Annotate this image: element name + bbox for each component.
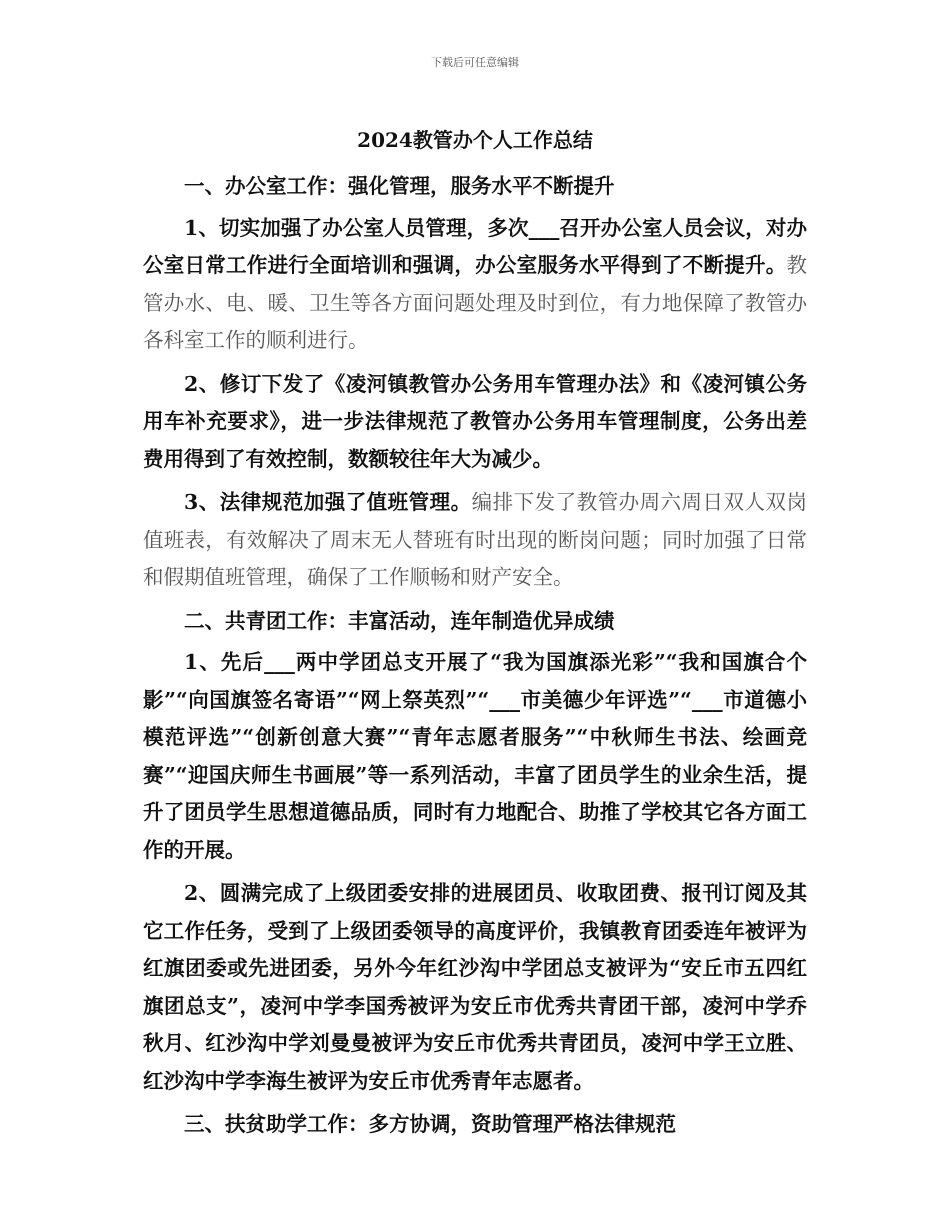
paragraph-office-staff-light: 教管办水、电、暖、卫生等各方面问题处理及时到位，有力地保障了教管办各科室工作的顺利进行。 (143, 253, 807, 352)
paragraph-office-staff-bold: 1、切实加强了办公室人员管理，多次___召开办公室人员会议，对办公室日常工作进行全面培训和强调，办公室服务水平得到了不断提升。 (143, 215, 807, 277)
paragraph-vehicle-rules: 2、修订下发了《凌河镇教管办公务用车管理办法》和《凌河镇公务用车补充要求》，进一步法律规范了教管办公务用车管理制度，公务出差费用得到了有效控制，数额较往年大为减少。 (143, 371, 807, 471)
paragraph-duty-management-bold: 3、法律规范加强了值班管理。 (184, 490, 472, 514)
paragraph-duty-management-light: 编排下发了教管办周六周日双人双岗值班表，有效解决了周末无人替班有时出现的断岗问题；同时加强了日常和假期值班管理，确保了工作顺畅和财产安全。 (143, 490, 808, 589)
header-note: 下载后可任意编辑 (431, 56, 519, 69)
section-heading-youth-league: 二、共青团工作：丰富活动，连年制造优异成绩 (184, 608, 615, 633)
document-title: 2024教管办个人工作总结 (357, 128, 593, 152)
paragraph-office-staff (143, 210, 807, 360)
paragraph-duty-management (143, 484, 807, 597)
section-heading-poverty-aid: 三、扶贫助学工作：多方协调，资助管理严格法律规范 (184, 1112, 676, 1136)
section-heading-office: 一、办公室工作：强化管理，服务水平不断提升 (184, 174, 615, 198)
paragraph-league-awards: 2、圆满完成了上级团委安排的进展团员、收取团费、报刊订阅及其它工作任务，受到了上级团委领导的高度评价，我镇教育团委连年被评为红旗团委或先进团委，另外今年红沙沟中学团总支被评为“安丘市五四红旗团总支”，凌河中学李国秀被评为安丘市优秀共青团干部，凌河中学乔秋月、红沙沟中学刘曼曼被评为安丘市优秀共青团员，凌河中学王立胜、红沙沟中学李海生被评为安丘市优秀青年志愿者。 (143, 881, 807, 1093)
document-body (143, 168, 807, 1148)
paragraph-league-activities: 1、先后___两中学团总支开展了“我为国旗添光彩”“我和国旗合个影”“向国旗签名寄语”“网上祭英烈”“___市美德少年评选”“___市道德小模范评选”“创新创意大赛”“青年志愿者服务”“中秋师生书法、绘画竞赛”“迎国庆师生书画展”等一系列活动，丰富了团员学生的业余生活，提升了团员学生思想道德品质，同时有力地配合、助推了学校其它各方面工作的开展。 (143, 650, 807, 862)
